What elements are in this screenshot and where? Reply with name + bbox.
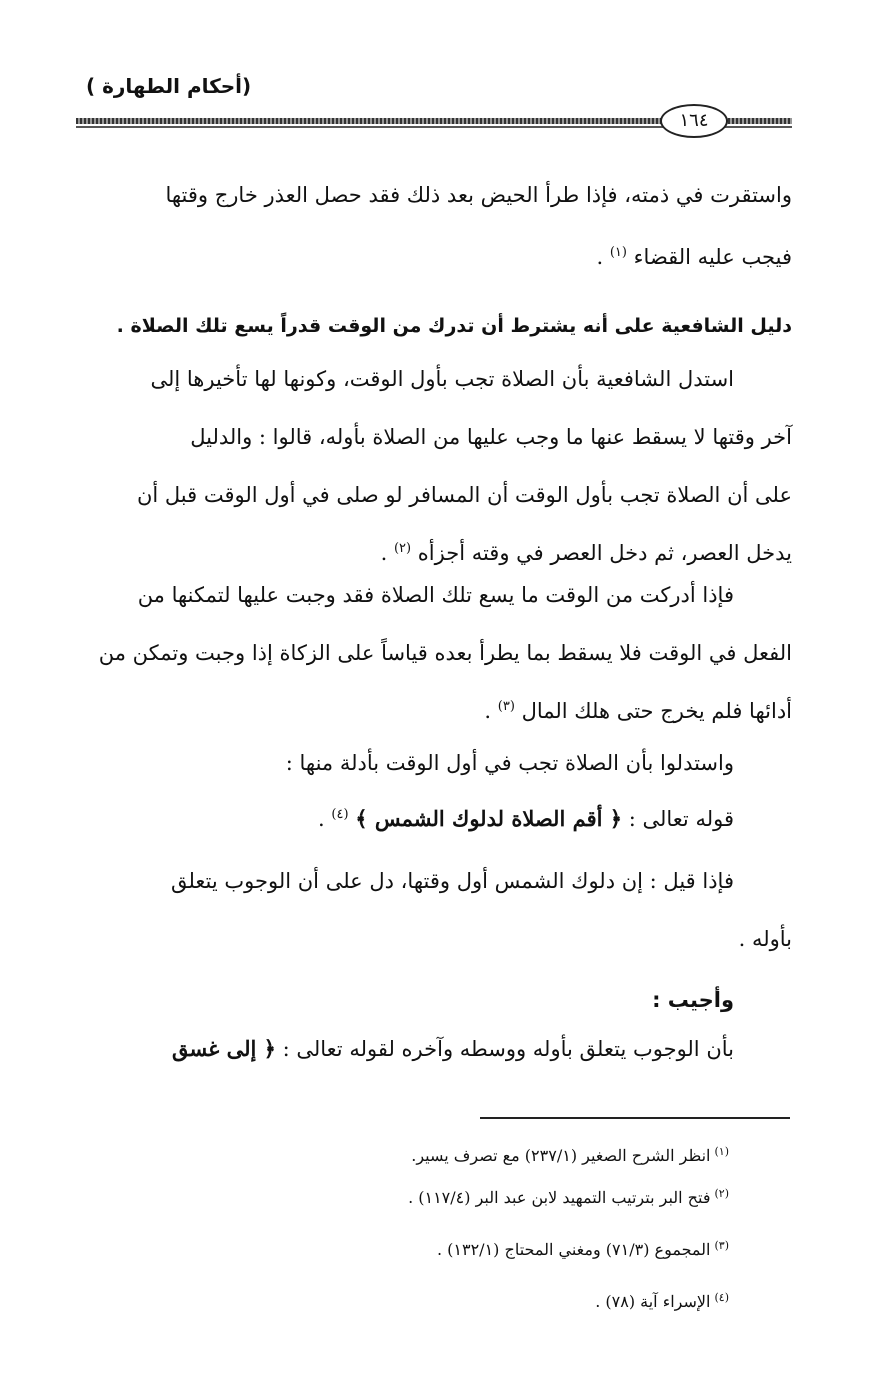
paragraph-6-line-2: بأوله . (738, 927, 792, 951)
footnote-3 (437, 1240, 729, 1259)
paragraph-2-line-2: آخر وقتها لا يسقط عنها ما وجب عليها من الصلاة بأوله، قالوا : والدليل (190, 425, 792, 449)
footnote-4 (595, 1292, 729, 1311)
paragraph-3-line-1: فإذا أدركت من الوقت ما يسع تلك الصلاة فقد وجبت عليها لتمكنها من (137, 583, 734, 607)
footnote-1-text: انظر الشرح الصغير (٢٣٧/١) مع تصرف يسير. (411, 1146, 711, 1165)
paragraph-3-text: أدائها فلم يخرج حتى هلك المال (521, 699, 792, 723)
paragraph-2-line-3: على أن الصلاة تجب بأول الوقت أن المسافر لو صلى في أول الوقت قبل أن (136, 483, 792, 507)
paragraph-4-line-1: واستدلوا بأن الصلاة تجب في أول الوقت بأدلة منها : (285, 751, 734, 775)
footnote-ref-2: (٢) (393, 541, 412, 556)
verse-intro: قوله تعالى : (622, 807, 734, 831)
paragraph-4 (72, 738, 792, 788)
quran-verse-2: ﴿ إلى غسق (172, 1036, 276, 1061)
paragraph-3-end: . (484, 699, 498, 723)
paragraph-2-text: يدخل العصر، ثم دخل العصر في وقته أجزأه (417, 541, 792, 565)
paragraph-1-line-2 (72, 226, 792, 288)
paragraph-3-line-2: الفعل في الوقت فلا يسقط بما يطرأ بعده قياساً على الزكاة إذا وجبت وتمكن من (98, 641, 792, 665)
answer-heading-text: وأجيب : (652, 988, 734, 1012)
paragraph-5-line-1 (72, 794, 792, 844)
running-header-title: (أحكام الطهارة ) (86, 74, 252, 98)
paragraph-1-end: . (596, 245, 610, 269)
footnote-1-mark: (١) (714, 1144, 729, 1158)
paragraph-3 (72, 566, 792, 740)
footnote-ref-3: (٣) (497, 699, 515, 714)
footnote-2-mark: (٢) (714, 1186, 729, 1200)
page-number: ١٦٤ (660, 104, 728, 138)
paragraph-3-line-3 (72, 682, 792, 740)
paragraph-2 (72, 350, 792, 582)
footnote-1 (411, 1146, 729, 1165)
paragraph-6-line-1: فإذا قيل : إن دلوك الشمس أول وقتها، دل على أن الوجوب يتعلق (170, 869, 734, 893)
paragraph-5 (72, 794, 792, 844)
answer-heading (72, 982, 792, 1018)
paragraph-1-line-1: واستقرت في ذمته، فإذا طرأ الحيض بعد ذلك فقد حصل العذر خارج وقتها (165, 183, 792, 207)
section-heading: دليل الشافعية على أنه يشترط أن تدرك من الوقت قدراً يسع تلك الصلاة . (116, 315, 792, 337)
footnote-separator (480, 1117, 790, 1119)
paragraph-6 (72, 852, 792, 968)
paragraph-2-line-1: استدل الشافعية بأن الصلاة تجب بأول الوقت، وكونها لها تأخيرها إلى (150, 367, 734, 391)
footnote-3-text: المجموع (٧١/٣) ومغني المحتاج (١٣٢/١) . (436, 1240, 711, 1259)
footnote-4-mark: (٤) (714, 1290, 729, 1304)
footnote-2-text: فتح البر بترتيب التمهيد لابن عبد البر (١١٧/٤) . (408, 1188, 711, 1207)
paragraph-1-text: فيجب عليه القضاء (633, 245, 792, 269)
paragraph-5-end: . (318, 807, 332, 831)
paragraph-7-line-1 (72, 1024, 792, 1074)
quran-verse: ﴿ أقم الصلاة لدلوك الشمس ﴾ (355, 806, 623, 831)
footnote-4-text: الإسراء آية (٧٨) . (595, 1292, 711, 1311)
footnote-ref-4: (٤) (331, 807, 349, 822)
paragraph-7 (72, 1024, 792, 1074)
paragraph-1 (72, 164, 792, 288)
footnote-3-mark: (٣) (714, 1238, 729, 1252)
footnote-ref-1: (١) (609, 245, 627, 260)
paragraph-2-end: . (380, 541, 394, 565)
footnote-2 (408, 1188, 729, 1207)
paragraph-7-text: بأن الوجوب يتعلق بأوله ووسطه وآخره لقوله تعالى : (275, 1037, 734, 1061)
